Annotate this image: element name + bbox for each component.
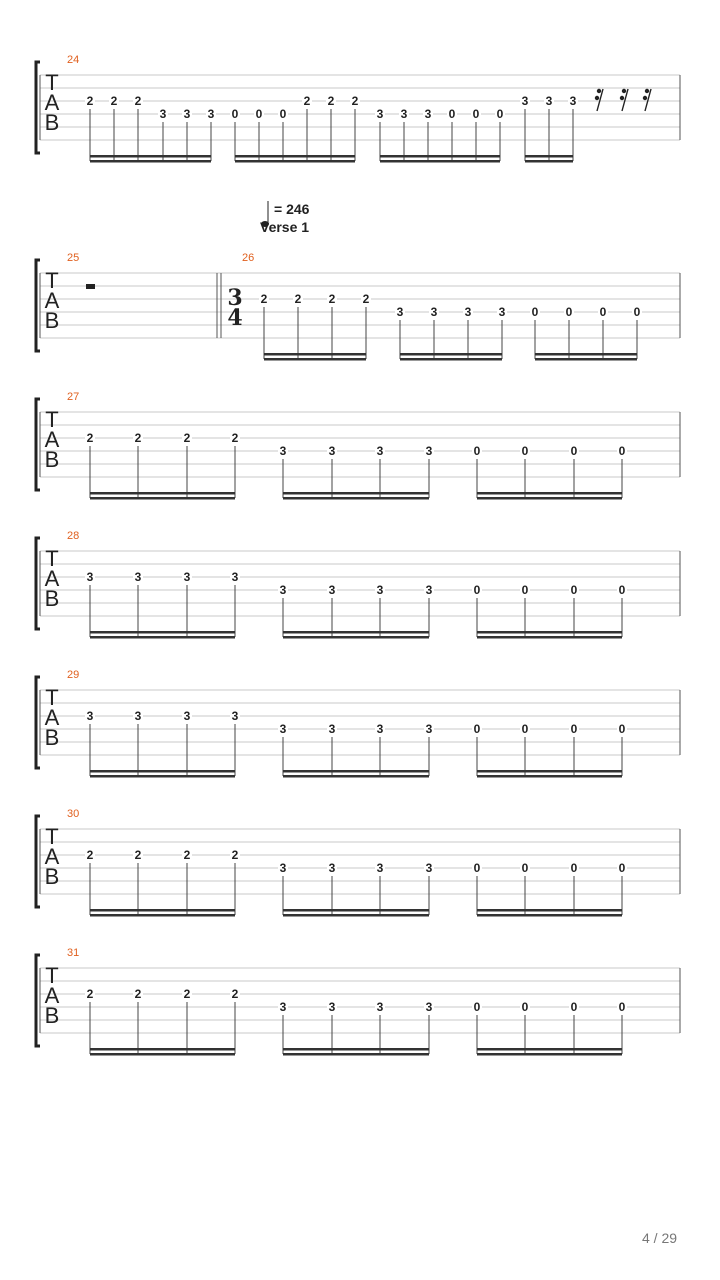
fret-number: 3: [86, 570, 94, 584]
fret-number: 0: [473, 583, 481, 597]
fret-number: 0: [521, 1000, 529, 1014]
system-bracket: [36, 955, 40, 1046]
beam: [90, 155, 211, 158]
sixteenth-rest-dot: [622, 89, 626, 93]
beam: [477, 1048, 622, 1051]
measure-number: 29: [67, 669, 80, 681]
fret-number: 3: [328, 583, 336, 597]
beam: [380, 160, 500, 163]
beam: [90, 636, 235, 639]
tab-clef-letter: A: [44, 427, 60, 452]
fret-number: 0: [521, 722, 529, 736]
fret-number: 0: [565, 305, 573, 319]
beam: [235, 160, 355, 163]
measure-number: 30: [67, 808, 80, 820]
beam: [283, 775, 429, 778]
fret-number: 0: [570, 861, 578, 875]
fret-number: 2: [134, 431, 142, 445]
fret-number: 3: [279, 583, 287, 597]
fret-number: 3: [498, 305, 506, 319]
fret-number: 0: [255, 107, 263, 121]
fret-number: 0: [570, 1000, 578, 1014]
fret-number: 3: [376, 722, 384, 736]
fret-number: 3: [207, 107, 215, 121]
fret-number: 3: [231, 709, 239, 723]
beam: [283, 636, 429, 639]
beam: [90, 497, 235, 500]
system-bracket: [36, 399, 40, 490]
fret-number: 2: [134, 94, 142, 108]
fret-number: 0: [473, 1000, 481, 1014]
fret-number: 2: [183, 987, 191, 1001]
fret-number: 0: [473, 861, 481, 875]
beam: [477, 909, 622, 912]
beam: [283, 1053, 429, 1056]
beam: [477, 492, 622, 495]
staff-system: [36, 669, 680, 778]
fret-number: 0: [279, 107, 287, 121]
system-bracket: [36, 816, 40, 907]
beam: [477, 631, 622, 634]
fret-number: 3: [464, 305, 472, 319]
fret-number: 0: [521, 444, 529, 458]
tempo-value: = 246: [274, 201, 310, 217]
fret-number: 3: [569, 94, 577, 108]
fret-number: 3: [86, 709, 94, 723]
beam: [90, 770, 235, 773]
fret-number: 0: [618, 583, 626, 597]
measure-number: 26: [242, 252, 255, 264]
tab-clef-letter: T: [45, 407, 59, 432]
fret-number: 3: [279, 861, 287, 875]
beam: [264, 358, 366, 361]
fret-number: 3: [134, 570, 142, 584]
measure-number: 28: [67, 530, 80, 542]
fret-number: 2: [86, 848, 94, 862]
fret-number: 3: [424, 107, 432, 121]
fret-number: 2: [260, 292, 268, 306]
fret-number: 3: [545, 94, 553, 108]
fret-number: 2: [134, 848, 142, 862]
beam: [235, 155, 355, 158]
beam: [90, 909, 235, 912]
staff-system: [36, 530, 680, 639]
fret-number: 2: [303, 94, 311, 108]
fret-number: 0: [473, 722, 481, 736]
beam: [477, 775, 622, 778]
beam: [90, 1053, 235, 1056]
measure-number: 25: [67, 252, 80, 264]
fret-number: 3: [425, 1000, 433, 1014]
fret-number: 3: [279, 1000, 287, 1014]
fret-number: 3: [425, 722, 433, 736]
fret-number: 3: [376, 107, 384, 121]
fret-number: 0: [599, 305, 607, 319]
fret-number: 3: [396, 305, 404, 319]
tab-clef-letter: T: [45, 268, 59, 293]
fret-number: 2: [183, 431, 191, 445]
fret-number: 3: [183, 570, 191, 584]
tab-clef-letter: T: [45, 685, 59, 710]
time-signature-bottom: 4: [227, 305, 243, 331]
fret-number: 2: [231, 987, 239, 1001]
fret-number: 0: [618, 1000, 626, 1014]
fret-number: 0: [570, 444, 578, 458]
tab-clef-letter: B: [44, 586, 60, 611]
fret-number: 2: [327, 94, 335, 108]
tab-clef-letter: T: [45, 70, 59, 95]
system-bracket: [36, 538, 40, 629]
tab-clef-letter: B: [44, 447, 60, 472]
fret-number: 3: [425, 444, 433, 458]
beam: [90, 631, 235, 634]
fret-number: 3: [328, 1000, 336, 1014]
fret-number: 3: [425, 861, 433, 875]
tab-clef-letter: B: [44, 1003, 60, 1028]
system-bracket: [36, 260, 40, 351]
beam: [90, 160, 211, 163]
beam: [477, 770, 622, 773]
fret-number: 3: [328, 861, 336, 875]
measure-number: 24: [67, 54, 80, 66]
fret-number: 2: [134, 987, 142, 1001]
fret-number: 3: [376, 444, 384, 458]
beam: [525, 155, 573, 158]
fret-number: 2: [231, 848, 239, 862]
fret-number: 2: [86, 431, 94, 445]
beam: [90, 492, 235, 495]
fret-number: 3: [183, 709, 191, 723]
fret-number: 0: [618, 722, 626, 736]
fret-number: 3: [183, 107, 191, 121]
sixteenth-rest-dot: [645, 89, 649, 93]
beam: [90, 775, 235, 778]
tab-clef-letter: B: [44, 864, 60, 889]
fret-number: 0: [496, 107, 504, 121]
beam: [400, 353, 502, 356]
tab-clef-letter: A: [44, 288, 60, 313]
whole-rest: [86, 284, 95, 289]
fret-number: 0: [570, 583, 578, 597]
fret-number: 3: [279, 722, 287, 736]
fret-number: 2: [183, 848, 191, 862]
staff-system: [36, 252, 680, 361]
beam: [525, 160, 573, 163]
fret-number: 2: [351, 94, 359, 108]
staff-system: [36, 947, 680, 1056]
fret-number: 2: [328, 292, 336, 306]
beam: [535, 353, 637, 356]
fret-number: 0: [570, 722, 578, 736]
beam: [400, 358, 502, 361]
beam: [477, 1053, 622, 1056]
system-bracket: [36, 677, 40, 768]
fret-number: 2: [231, 431, 239, 445]
beam: [535, 358, 637, 361]
staff-system: [36, 54, 680, 163]
sixteenth-rest-dot: [620, 96, 624, 100]
fret-number: 2: [294, 292, 302, 306]
beam: [283, 492, 429, 495]
fret-number: 3: [328, 444, 336, 458]
fret-number: 3: [134, 709, 142, 723]
beam: [477, 914, 622, 917]
beam: [283, 497, 429, 500]
fret-number: 0: [472, 107, 480, 121]
tab-clef-letter: A: [44, 983, 60, 1008]
measure-number: 27: [67, 391, 80, 403]
beam: [380, 155, 500, 158]
fret-number: 3: [376, 861, 384, 875]
fret-number: 0: [448, 107, 456, 121]
fret-number: 3: [376, 583, 384, 597]
beam: [90, 914, 235, 917]
beam: [283, 909, 429, 912]
system-bracket: [36, 62, 40, 153]
sixteenth-rest-dot: [643, 96, 647, 100]
beam: [283, 914, 429, 917]
fret-number: 2: [86, 94, 94, 108]
fret-number: 3: [279, 444, 287, 458]
fret-number: 3: [376, 1000, 384, 1014]
tab-clef-letter: A: [44, 90, 60, 115]
beam: [283, 1048, 429, 1051]
tab-clef-letter: A: [44, 844, 60, 869]
fret-number: 3: [328, 722, 336, 736]
tab-clef-letter: B: [44, 110, 60, 135]
tempo-marking: [260, 201, 310, 235]
fret-number: 3: [521, 94, 529, 108]
fret-number: 0: [618, 444, 626, 458]
fret-number: 3: [159, 107, 167, 121]
time-signature-top: 3: [227, 285, 243, 311]
fret-number: 0: [521, 583, 529, 597]
beam: [264, 353, 366, 356]
fret-number: 3: [430, 305, 438, 319]
fret-number: 0: [618, 861, 626, 875]
fret-number: 2: [362, 292, 370, 306]
beam: [283, 770, 429, 773]
fret-number: 3: [425, 583, 433, 597]
fret-number: 0: [521, 861, 529, 875]
tab-clef-letter: T: [45, 963, 59, 988]
sixteenth-rest-dot: [595, 96, 599, 100]
beam: [477, 497, 622, 500]
fret-number: 2: [110, 94, 118, 108]
tab-clef-letter: T: [45, 824, 59, 849]
tab-clef-letter: B: [44, 308, 60, 333]
fret-number: 0: [231, 107, 239, 121]
beam: [90, 1048, 235, 1051]
page-number: 4 / 29: [642, 1230, 678, 1246]
section-label: Verse 1: [260, 219, 310, 235]
tab-clef-letter: T: [45, 546, 59, 571]
fret-number: 0: [633, 305, 641, 319]
measure-number: 31: [67, 947, 80, 959]
fret-number: 3: [400, 107, 408, 121]
tab-clef-letter: B: [44, 725, 60, 750]
staff-system: [36, 391, 680, 500]
tab-clef-letter: A: [44, 705, 60, 730]
fret-number: 0: [531, 305, 539, 319]
sixteenth-rest-dot: [597, 89, 601, 93]
fret-number: 0: [473, 444, 481, 458]
staff-system: [36, 808, 680, 917]
tab-clef-letter: A: [44, 566, 60, 591]
fret-number: 2: [86, 987, 94, 1001]
fret-number: 3: [231, 570, 239, 584]
beam: [283, 631, 429, 634]
beam: [477, 636, 622, 639]
